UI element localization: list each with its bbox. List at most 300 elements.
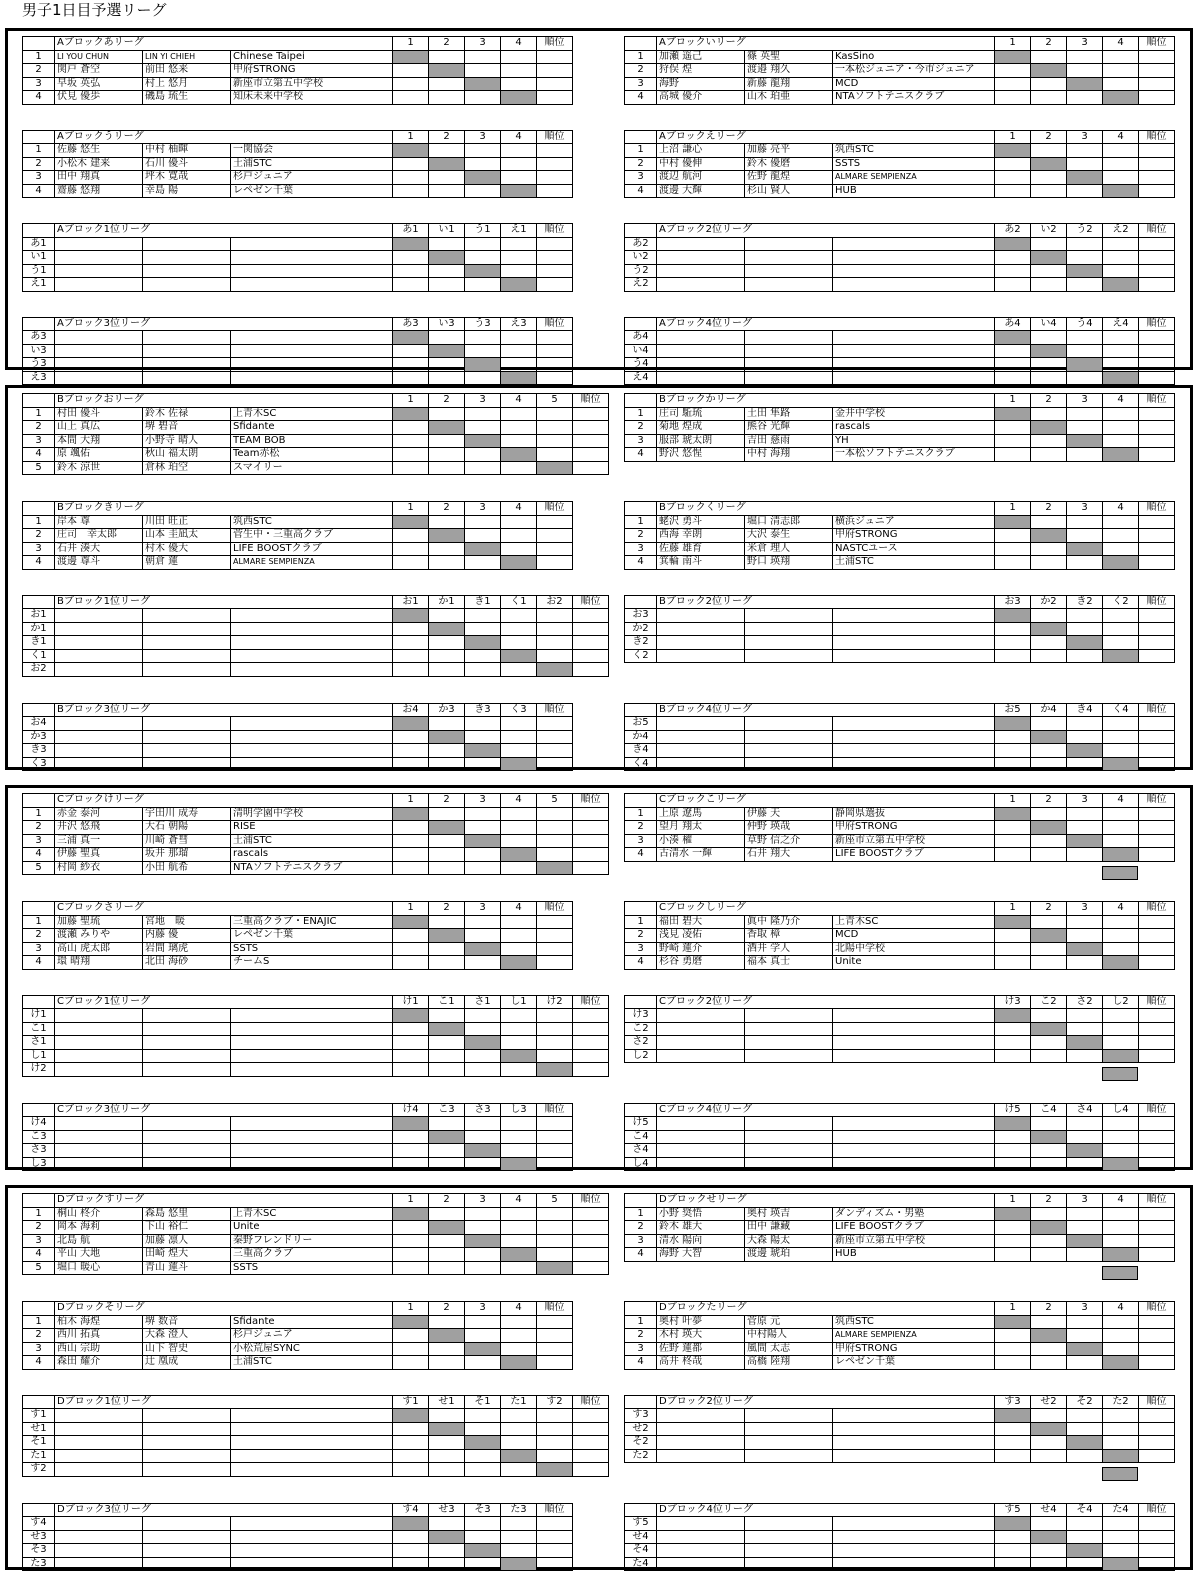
club-name [833,717,995,731]
match-result-cell [429,1544,465,1558]
match-result-cell [1103,264,1139,278]
player-2 [143,1517,231,1531]
match-result-cell [537,834,573,848]
player-2: 堺 碧音 [143,421,231,435]
player-2: 小田 航希 [143,861,231,875]
entry-number: 5 [23,861,55,875]
match-result-cell [393,1049,429,1063]
player-1 [657,730,745,744]
rank-cell [1139,358,1175,372]
self-match-cell [501,556,537,570]
club-name: MCD [833,77,995,91]
match-result-cell [501,915,537,929]
self-match-cell [1067,1036,1103,1050]
player-1: 海野 大智 [657,1248,745,1262]
match-column-header: さ2 [1067,995,1103,1009]
rank-cell [1139,757,1175,771]
self-match-cell [393,1009,429,1023]
rank-cell [1139,556,1175,570]
self-match-cell [1103,1557,1139,1571]
league-table [22,501,573,570]
table-row [23,529,573,543]
player-2 [745,1544,833,1558]
match-result-cell [1103,157,1139,171]
match-result-cell [429,757,465,771]
rank-cell [537,184,573,198]
match-result-cell [501,834,537,848]
rank-cell [1139,942,1175,956]
rank-cell [1139,1409,1175,1423]
self-match-cell [995,1315,1031,1329]
match-result-cell [465,157,501,171]
table-row [23,1157,573,1171]
match-result-cell [393,1557,429,1571]
rank-cell [573,1436,609,1450]
entry-number: 3 [23,171,55,185]
entry-number: 2 [625,821,657,835]
match-result-cell [995,1436,1031,1450]
match-result-cell [1067,278,1103,292]
match-result-cell [537,1436,573,1450]
match-result-cell [393,1036,429,1050]
player-2 [745,1436,833,1450]
league-title: Dブロックせリーグ [657,1194,995,1208]
player-2: 香取 樟 [745,929,833,943]
club-name [231,1422,393,1436]
rank-cell [537,1130,573,1144]
match-column-header: し1 [501,995,537,1009]
club-name [231,1157,393,1171]
match-result-cell [429,237,465,251]
league-table [624,1301,1175,1370]
match-result-cell [1067,1009,1103,1023]
rank-cell [537,264,573,278]
match-result-cell [1031,1544,1067,1558]
match-result-cell [1031,434,1067,448]
entry-number: た1 [23,1449,55,1463]
match-result-cell [1103,344,1139,358]
entry-number: く1 [23,649,55,663]
league-table [22,36,573,105]
player-2 [745,237,833,251]
table-row [23,1449,609,1463]
table-row [23,636,609,650]
club-name [231,609,393,623]
rank-cell [1139,622,1175,636]
match-result-cell [501,358,537,372]
table-row [625,278,1175,292]
self-match-cell [393,144,429,158]
table-row [625,264,1175,278]
self-match-cell [1067,834,1103,848]
match-result-cell [465,663,501,677]
self-match-cell [1067,1436,1103,1450]
rank-cell [1139,1356,1175,1370]
match-result-cell [995,1342,1031,1356]
match-result-cell [393,956,429,970]
entry-number: き1 [23,636,55,650]
entry-number: 2 [625,929,657,943]
player-2: 山木 珀亜 [745,91,833,105]
match-column-header: 2 [1031,1194,1067,1208]
match-result-cell [1103,1422,1139,1436]
match-result-cell [501,1207,537,1221]
club-name: 新座市立第五中学校 [833,1234,995,1248]
table-row [23,91,573,105]
match-column-header: そ2 [1067,1395,1103,1409]
player-1 [55,237,143,251]
match-result-cell [501,744,537,758]
player-1: 本間 大翔 [55,434,143,448]
match-column-header: た2 [1103,1395,1139,1409]
player-2: 辻 凰成 [143,1356,231,1370]
entry-number: 2 [23,529,55,543]
rank-cell [573,1049,609,1063]
club-name: 土浦STC [833,556,995,570]
match-result-cell [465,556,501,570]
club-name: NTAソフトテニスクラブ [231,861,393,875]
entry-number: け5 [625,1117,657,1131]
player-1 [657,1022,745,1036]
match-result-cell [393,157,429,171]
match-result-cell [393,171,429,185]
entry-number: か2 [625,622,657,636]
match-result-cell [465,1207,501,1221]
club-name: 菅生中・三重高クラブ [231,529,393,543]
player-1 [55,264,143,278]
match-result-cell [1067,157,1103,171]
club-name [833,264,995,278]
entry-number: 3 [625,1342,657,1356]
match-result-cell [429,717,465,731]
match-column-header: く1 [501,595,537,609]
header-blank [625,502,657,516]
league-title: Bブロックくリーグ [657,502,995,516]
match-result-cell [429,461,465,475]
club-name [833,757,995,771]
player-1: 高山 虎太郎 [55,942,143,956]
league-table [22,1395,609,1477]
table-row [625,1207,1175,1221]
match-result-cell [429,1557,465,1571]
entry-number: 4 [625,1356,657,1370]
player-2 [143,1557,231,1571]
player-1 [55,1544,143,1558]
match-column-header: せ4 [1031,1503,1067,1517]
table-row [23,264,573,278]
entry-number: 1 [23,915,55,929]
player-2: 加藤 亮平 [745,144,833,158]
self-match-cell [995,515,1031,529]
club-name [833,622,995,636]
self-match-cell [465,942,501,956]
match-result-cell [1103,717,1139,731]
match-result-cell [465,91,501,105]
match-column-header: 4 [1103,902,1139,916]
self-match-cell [1031,251,1067,265]
table-row [625,1557,1175,1571]
table-row [23,1248,609,1262]
match-result-cell [995,1248,1031,1262]
table-row [625,91,1175,105]
match-result-cell [501,171,537,185]
league-title: Aブロックうリーグ [55,130,393,144]
table-row [23,1517,573,1531]
player-1: 箕輪 南斗 [657,556,745,570]
self-match-cell [537,1063,573,1077]
league-table [22,995,609,1077]
entry-number: こ2 [625,1022,657,1036]
club-name: LIFE BOOSTクラブ [231,542,393,556]
player-1: 庄司 駈琉 [657,407,745,421]
player-2: 幸島 陽 [143,184,231,198]
entry-number: 3 [625,1234,657,1248]
table-row [23,1117,573,1131]
rank-cell [1139,1517,1175,1531]
player-2: 吉田 慈雨 [745,434,833,448]
match-result-cell [501,50,537,64]
player-2: 眞中 隆乃介 [745,915,833,929]
entry-number: す3 [625,1409,657,1423]
player-2: 宇田川 成寿 [143,807,231,821]
table-row [625,1517,1175,1531]
match-result-cell [1067,1117,1103,1131]
player-1 [55,1022,143,1036]
match-column-header: い4 [1031,317,1067,331]
entry-number: 2 [625,1221,657,1235]
table-row [625,1315,1175,1329]
club-name: 土浦STC [231,834,393,848]
player-2 [745,1144,833,1158]
player-2: 鈴木 優磨 [745,157,833,171]
table-row [625,1356,1175,1370]
match-result-cell [501,1517,537,1531]
rank-header: 順位 [1139,1395,1175,1409]
player-2 [143,622,231,636]
player-2: 米倉 理人 [745,542,833,556]
match-result-cell [1103,407,1139,421]
player-2: 渡邊 琥珀 [745,1248,833,1262]
club-name [833,1530,995,1544]
entry-number: 2 [625,529,657,543]
table-row [625,956,1175,970]
match-result-cell [1067,1530,1103,1544]
match-result-cell [537,1234,573,1248]
player-2: 中村 柚暉 [143,144,231,158]
club-name [231,649,393,663]
match-result-cell [1031,407,1067,421]
match-result-cell [429,1036,465,1050]
club-name: Unite [833,956,995,970]
match-result-cell [1103,1221,1139,1235]
self-match-cell [995,50,1031,64]
match-column-header: 1 [393,502,429,516]
rank-cell [1139,1342,1175,1356]
match-result-cell [465,1557,501,1571]
header-blank [625,394,657,408]
rank-cell [1139,1221,1175,1235]
match-result-cell [393,744,429,758]
player-2 [745,1409,833,1423]
league-title: Aブロック3位リーグ [55,317,393,331]
match-result-cell [1031,264,1067,278]
match-result-cell [501,237,537,251]
match-result-cell [465,237,501,251]
match-result-cell [429,1342,465,1356]
self-match-cell [1067,744,1103,758]
rank-header: 順位 [1139,317,1175,331]
player-1: 服部 琥太朗 [657,434,745,448]
self-match-cell [1103,184,1139,198]
self-match-cell [501,649,537,663]
entry-number: た4 [625,1557,657,1571]
match-column-header: 4 [501,1302,537,1316]
rank-cell [1139,144,1175,158]
rank-cell [573,609,609,623]
match-column-header: 2 [1031,502,1067,516]
rank-cell [573,1063,609,1077]
table-row [23,1221,609,1235]
match-result-cell [429,1409,465,1423]
match-column-header: し2 [1103,995,1139,1009]
club-name [231,344,393,358]
match-result-cell [429,1144,465,1158]
match-result-cell [501,609,537,623]
rank-cell [537,956,573,970]
match-result-cell [1067,929,1103,943]
entry-number: 4 [625,184,657,198]
self-match-cell [1067,1342,1103,1356]
table-row [23,157,573,171]
self-match-cell [1031,529,1067,543]
match-result-cell [1031,171,1067,185]
entry-number: う2 [625,264,657,278]
match-column-header: 4 [501,502,537,516]
match-result-cell [1031,1356,1067,1370]
rank-header: 順位 [537,703,573,717]
match-result-cell [1067,848,1103,862]
header-blank [625,1194,657,1208]
club-name [833,1422,995,1436]
match-result-cell [1103,1207,1139,1221]
club-name [231,331,393,345]
entry-number: せ2 [625,1422,657,1436]
rank-cell [537,144,573,158]
player-1: 赤金 泰河 [55,807,143,821]
match-result-cell [393,344,429,358]
table-row [625,929,1175,943]
player-1: 森田 耀介 [55,1356,143,1370]
match-column-header: 1 [393,1302,429,1316]
entry-number: 2 [625,421,657,435]
table-row [625,757,1175,771]
rank-cell [573,1009,609,1023]
self-match-cell [429,1530,465,1544]
match-result-cell [1031,542,1067,556]
rank-header: 順位 [537,902,573,916]
match-column-header: 2 [1031,37,1067,51]
player-2: 堀口 清志郎 [745,515,833,529]
player-2 [143,251,231,265]
rank-header: 順位 [1139,1103,1175,1117]
match-result-cell [501,542,537,556]
league-title: Aブロックいリーグ [657,37,995,51]
match-result-cell [995,77,1031,91]
entry-number: え2 [625,278,657,292]
club-name [231,1557,393,1571]
header-blank [625,37,657,51]
self-match-cell [1067,434,1103,448]
rank-header: 順位 [1139,224,1175,238]
match-result-cell [995,1049,1031,1063]
club-name: レペゼン千葉 [833,1356,995,1370]
self-match-cell [429,157,465,171]
club-name [231,1130,393,1144]
table-row [23,807,609,821]
self-match-cell [1067,1144,1103,1158]
self-match-cell [501,1049,537,1063]
header-blank [23,1395,55,1409]
player-2: 北田 海砂 [143,956,231,970]
match-result-cell [501,157,537,171]
club-name: レペゼン千葉 [231,184,393,198]
match-result-cell [1067,50,1103,64]
player-1: 石井 湊大 [55,542,143,556]
match-result-cell [393,1261,429,1275]
entry-number: 3 [23,942,55,956]
table-row [625,77,1175,91]
table-row [625,529,1175,543]
match-result-cell [393,77,429,91]
player-1: 佐藤 悠生 [55,144,143,158]
match-column-header: 3 [1067,394,1103,408]
player-1: 小野 奨悟 [657,1207,745,1221]
entry-number: し1 [23,1049,55,1063]
self-match-cell [393,515,429,529]
player-2: 大沢 泰生 [745,529,833,543]
entry-number: 3 [625,434,657,448]
match-result-cell [393,1022,429,1036]
player-1 [657,1557,745,1571]
self-match-cell [429,1422,465,1436]
club-name [231,1009,393,1023]
self-match-cell [537,461,573,475]
match-result-cell [393,461,429,475]
self-match-cell [393,1117,429,1131]
player-1 [55,1517,143,1531]
league-table [22,1503,573,1572]
match-result-cell [1031,358,1067,372]
player-1 [55,609,143,623]
table-row [23,331,573,345]
entry-number: 5 [23,1261,55,1275]
league-title: Cブロックさリーグ [55,902,393,916]
rank-cell [573,1234,609,1248]
table-row [23,1356,573,1370]
table-row [625,1117,1175,1131]
entry-number: 1 [23,807,55,821]
league-title: Dブロック2位リーグ [657,1395,995,1409]
header-blank [625,1302,657,1316]
match-result-cell [537,1248,573,1262]
match-column-header: 2 [1031,902,1067,916]
self-match-cell [1103,956,1139,970]
self-match-cell [1031,157,1067,171]
entry-number: 1 [23,515,55,529]
table-row [23,730,573,744]
match-result-cell [1067,1449,1103,1463]
match-result-cell [501,1022,537,1036]
